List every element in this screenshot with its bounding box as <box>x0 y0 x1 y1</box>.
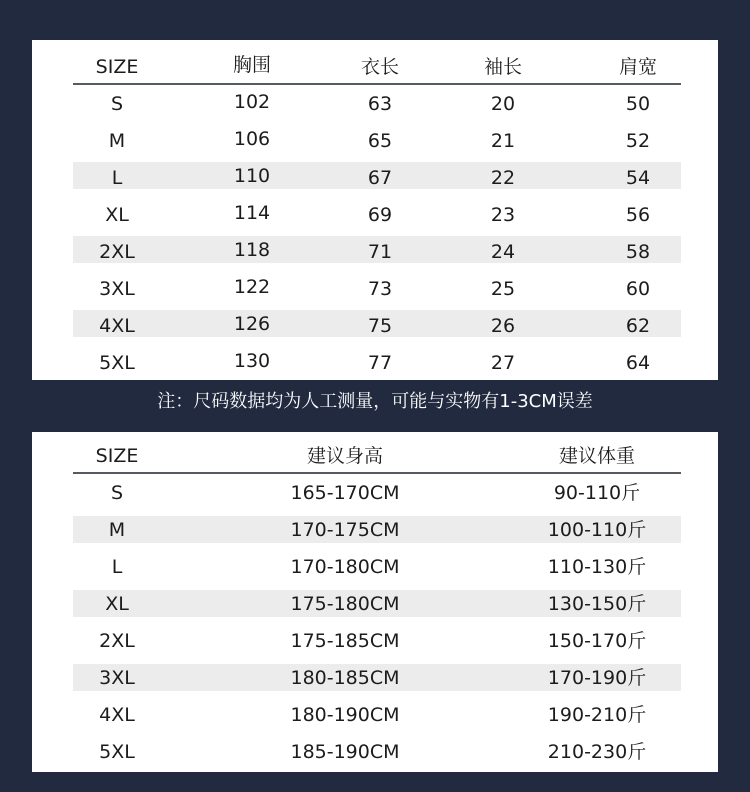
table-cell: 50 <box>625 93 651 115</box>
table-cell: 110 <box>233 165 271 187</box>
table-cell: 26 <box>490 315 516 337</box>
table-cell: 3XL <box>99 278 135 300</box>
table-cell: 21 <box>490 130 516 152</box>
table-cell: XL <box>105 593 129 615</box>
header-sleeve: 袖长 <box>483 56 523 78</box>
table-cell: 170-180CM <box>290 556 400 578</box>
table-cell: L <box>111 167 123 189</box>
table-cell: 56 <box>625 204 651 226</box>
table-cell: 180-190CM <box>290 704 400 726</box>
header-height: 建议身高 <box>306 445 384 467</box>
table-cell: 20 <box>490 93 516 115</box>
table-cell: 2XL <box>99 630 135 652</box>
table-cell: 2XL <box>99 241 135 263</box>
table-cell: 69 <box>367 204 393 226</box>
header-size: SIZE <box>95 445 139 467</box>
header-chest: 胸围 <box>232 54 272 76</box>
table-cell: 118 <box>233 239 271 261</box>
table-cell: 60 <box>625 278 651 300</box>
recommendation-table <box>32 432 718 772</box>
table-cell: 130 <box>233 350 271 372</box>
table-cell: 126 <box>233 313 271 335</box>
table-cell: 4XL <box>99 704 135 726</box>
table-cell: 190-210斤 <box>547 704 647 726</box>
table-cell: 170-175CM <box>290 519 400 541</box>
table-cell: 58 <box>625 241 651 263</box>
table-cell: 25 <box>490 278 516 300</box>
table-cell: 150-170斤 <box>547 630 647 652</box>
table-cell: 52 <box>625 130 651 152</box>
table-cell: 170-190斤 <box>547 667 647 689</box>
table-cell: 65 <box>367 130 393 152</box>
table-cell: 100-110斤 <box>547 519 647 541</box>
measurement-disclaimer: 注：尺码数据均为人工测量，可能与实物有1-3CM误差 <box>157 391 593 412</box>
table-cell: 165-170CM <box>290 482 400 504</box>
table-cell: 67 <box>367 167 393 189</box>
table-cell: S <box>110 482 124 504</box>
table-cell: 5XL <box>99 352 135 374</box>
table-cell: 175-185CM <box>290 630 400 652</box>
header-length: 衣长 <box>360 56 400 78</box>
table-cell: 102 <box>233 91 271 113</box>
table-cell: 75 <box>367 315 393 337</box>
table-cell: 24 <box>490 241 516 263</box>
table-cell: 180-185CM <box>290 667 400 689</box>
table-cell: 122 <box>233 276 271 298</box>
table-cell: 22 <box>490 167 516 189</box>
table-cell: 210-230斤 <box>547 741 647 763</box>
table-cell: 114 <box>233 202 271 224</box>
table-cell: 185-190CM <box>290 741 400 763</box>
header-divider <box>73 83 681 85</box>
measurement-table <box>32 40 718 380</box>
table-cell: 4XL <box>99 315 135 337</box>
table-cell: S <box>110 93 124 115</box>
table-cell: 77 <box>367 352 393 374</box>
table-cell: 54 <box>625 167 651 189</box>
table-cell: 27 <box>490 352 516 374</box>
header-divider <box>73 472 681 474</box>
table-cell: 130-150斤 <box>547 593 647 615</box>
table-cell: 110-130斤 <box>547 556 647 578</box>
table-cell: 64 <box>625 352 651 374</box>
table-cell: XL <box>105 204 129 226</box>
table-cell: 62 <box>625 315 651 337</box>
table-cell: 73 <box>367 278 393 300</box>
table-cell: 3XL <box>99 667 135 689</box>
table-cell: L <box>111 556 123 578</box>
table-cell: M <box>108 130 126 152</box>
header-size: SIZE <box>95 56 139 78</box>
table-cell: 71 <box>367 241 393 263</box>
table-cell: 90-110斤 <box>553 482 641 504</box>
table-cell: 5XL <box>99 741 135 763</box>
table-cell: 23 <box>490 204 516 226</box>
table-cell: 63 <box>367 93 393 115</box>
header-shoulder: 肩宽 <box>618 56 658 78</box>
table-cell: 175-180CM <box>290 593 400 615</box>
table-cell: 106 <box>233 128 271 150</box>
table-cell: M <box>108 519 126 541</box>
header-weight: 建议体重 <box>558 445 636 467</box>
